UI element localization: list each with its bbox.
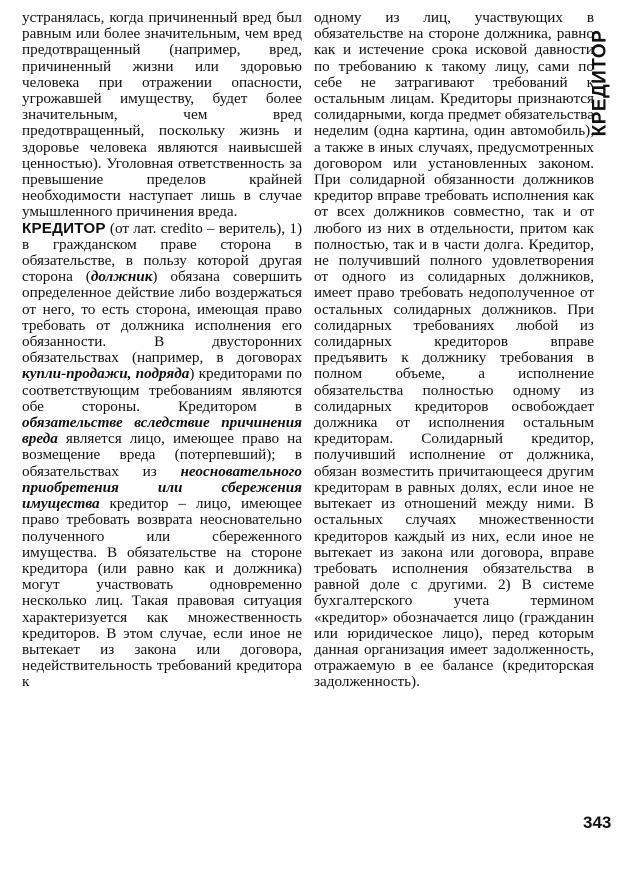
entry-text-2: ) обязана совершить определенное действие либо воздержаться от него, то есть сторона, имеющая право требовать от должника исполнения его обязанности. В двусторонних обязательствах (например, в договорах [22,268,302,367]
right-column [314,10,594,691]
entry-headword: КРЕДИТОР [22,219,106,237]
cross-reference-neosnovatelnoe: неосновательного приобретения или сбережения имущества [22,462,302,513]
running-head [580,28,620,138]
running-head-text: КРЕДИТОР [589,29,610,137]
entry-text-4: является лицо, имеющее право на возмещение вреда (потерпевший); в обязательствах из [22,430,302,480]
cross-reference-prichinenie-vreda: обязательстве вследствие причинения вреда [22,414,302,448]
cross-reference-dolzhnik: должник [90,268,153,286]
entry-text-3: ) кредиторами по соответствующим требованиям являются обе стороны. Кредитором в [22,365,302,415]
entry-text-5: кредитор – лицо, имеющее право требовать возврата неосновательно полученного или сбереженного имущества. В обязательстве на стороне кредитора (или равно как и должника) могут участвовать одновременно несколько лиц. Такая правовая ситуация характеризуется как множественность кредиторов. В этом случае, если иное не вытекает из закона или договора, недействительность требований кредитора к [22,495,302,691]
entry-continuation: одному из лиц, участвующих в обязательстве на стороне должника, равно как и истечение срока исковой давности по требованию к такому лицу, сами по себе не затрагивают требований к остальным лицам. Кредиторы признаются солидарными, когда предмет обязательства неделим (одна картина, один автомобиль), а также в иных случаях, предусмотренных договором или установленных законом. При солидарной обязанности должников кредитор вправе требовать исполнения как от всех должников совместно, так и от любого из них в отдельности, притом как полностью, так и в части долга. Кредитор, не получивший полного удовлетворения от одного из солидарных должников, имеет право требовать недополученное от остальных солидарных должников. При солидарных требованиях любой из солидарных кредиторов вправе предъявить к должнику требования в полном объеме, а исполнение обязательства полностью одному из солидарных кредиторов освобождает должника от исполнения остальным кредиторам. Солидарный кредитор, получивший исполнение от должника, обязан возместить причитающееся другим кредиторам в равных долях, если иное не вытекает из отношений между ними. В остальных случаях множественности кредиторов каждый из них, если иное не вытекает из закона или договора, вправе требовать исполнения обязательства в равной доле с другими. 2) В системе бухгалтерского учета термином «кредитор» обозначается лицо (гражданин или юридическое лицо), перед которым данная организация имеет задолженность, отражаемую в ее балансе (кредиторская задолженность). [314,9,594,691]
left-column [22,10,302,691]
cross-reference-kupli-prodazhi: купли-продажи, подряда [22,365,190,383]
previous-entry-continuation: устранялась, когда причиненный вред был равным или более значительным, чем вред предотвращенный (например, вред, причиненный жизни или здоровью человека при отражении опасности, угрожавшей имуществу, будет более значительным, чем вред предотвращенный, поскольку жизнь и здоровье человека являются наивысшей ценностью). Уголовная ответственность за превышение пределов крайней необходимости наступает лишь в случае умышленного причинения вреда. [22,9,302,221]
entry-text-1: (от лат. credito – веритель), 1) в гражданском праве сторона в обязательстве, в пользу которой другая сторона ( [22,219,302,286]
entry-kreditor [22,221,302,691]
page-number: 343 [583,813,612,832]
